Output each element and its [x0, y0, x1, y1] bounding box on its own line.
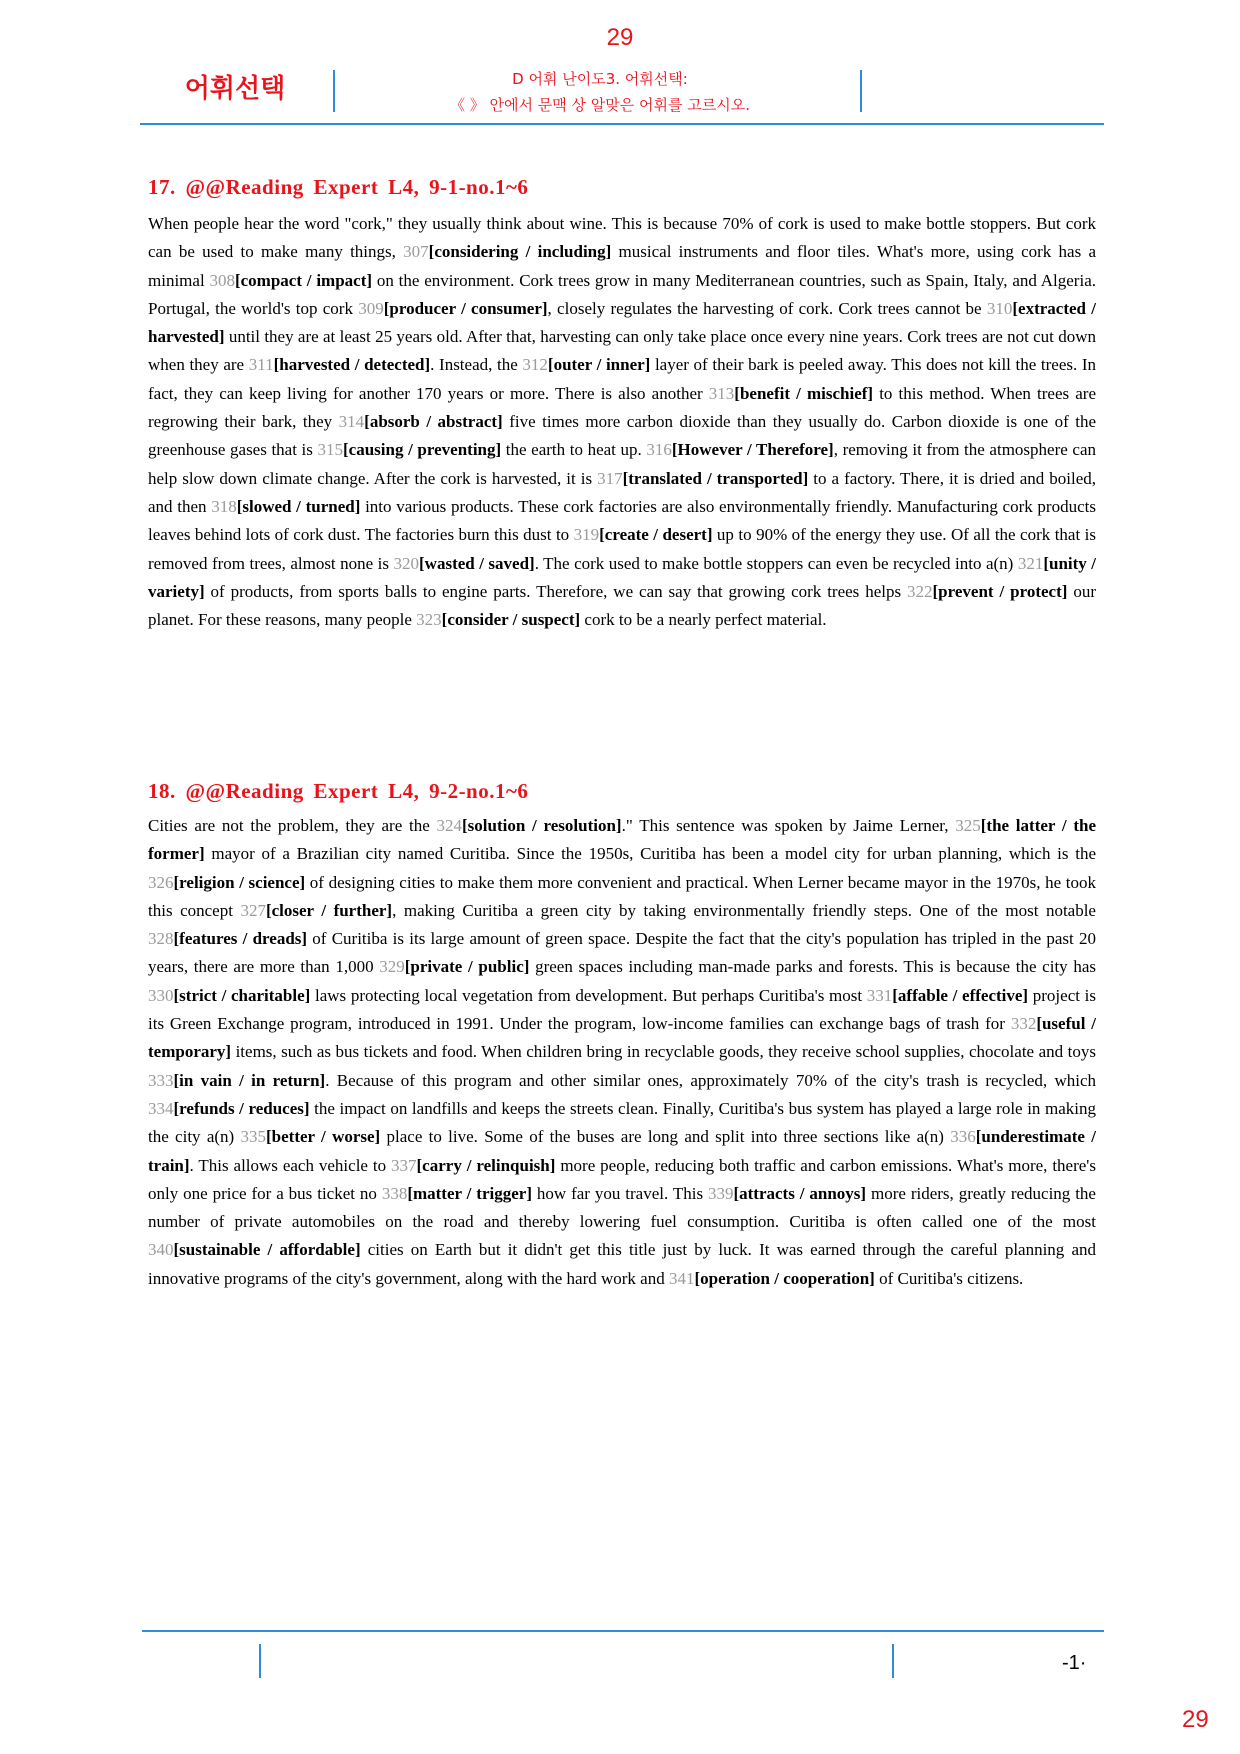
- choice-pair: [sustainable / affordable]: [173, 1240, 361, 1260]
- blank-number: 319: [573, 525, 600, 545]
- choice-pair: [extracted / harvested]: [148, 298, 1096, 347]
- passage-text: of Curitiba is its large amount of green space. Despite the fact that the city's population has tripled in the past 20 years, there are more than 1,000: [148, 929, 1096, 977]
- passage-text: to this method. When trees are regrowing their bark, they: [148, 383, 1096, 432]
- blank-number: 339: [707, 1183, 734, 1203]
- passage-text: , closely regulates the harvesting of cork. Cork trees cannot be: [547, 298, 987, 318]
- corner-page-number: 29: [1182, 1706, 1209, 1733]
- passage-text: to a factory. There, it is dried and boiled, and then: [148, 468, 1096, 516]
- passage-text: place to live. Some of the buses are long and split into three sections like a(n): [380, 1127, 951, 1147]
- passage-text: musical instruments and floor tiles. What's more, using cork has a minimal: [148, 242, 1097, 290]
- blank-number: 333: [148, 1070, 174, 1090]
- choice-pair: [slowed / turned]: [236, 496, 361, 516]
- passage-text: until they are at least 25 years old. After that, harvesting can only take place once every nine years. Cork trees are not cut down when they are: [148, 327, 1096, 375]
- choice-pair: [benefit / mischief]: [734, 383, 874, 403]
- section-title-18: 18. @@Reading Expert L4, 9-2-no.1~6: [148, 779, 529, 803]
- blank-number: 308: [209, 270, 235, 290]
- choice-pair: [in vain / in return]: [173, 1070, 326, 1090]
- choice-pair: [However / Therefore]: [671, 440, 834, 460]
- passage-text: how far you travel. This: [531, 1183, 708, 1203]
- blank-number: 307: [403, 242, 429, 262]
- choice-pair: [attracts / annoys]: [733, 1183, 867, 1203]
- choice-pair: [better / worse]: [266, 1127, 381, 1147]
- choice-pair: [outer / inner]: [547, 355, 651, 375]
- blank-number: 328: [148, 929, 174, 949]
- blank-number: 317: [597, 468, 623, 488]
- header-page-number: 29: [606, 24, 634, 51]
- blank-number: 334: [148, 1098, 174, 1118]
- choice-pair: [affable / effective]: [892, 985, 1029, 1005]
- passage-text: of products, from sports balls to engine parts. Therefore, we can say that growing cork trees helps: [204, 581, 908, 601]
- blank-number: 324: [436, 816, 463, 835]
- choice-pair: [closer / further]: [265, 900, 393, 920]
- blank-number: 323: [416, 610, 442, 630]
- footer-page-label: -1·: [1062, 1652, 1087, 1674]
- blank-number: 312: [522, 355, 548, 375]
- passage-text: laws protecting local vegetation from development. But perhaps Curitiba's most: [310, 985, 867, 1005]
- passage-text: Cities are not the problem, they are the: [148, 816, 437, 835]
- passage-text: . Instead, the: [430, 355, 523, 375]
- passage-text: . The cork used to make bottle stoppers can even be recycled into a(n): [534, 553, 1018, 573]
- passage-text: . Because of this program and other similar ones, approximately 70% of the city's trash is recycled, which: [325, 1070, 1097, 1090]
- blank-number: 310: [986, 298, 1013, 318]
- header-desc-line2: 《 》 안에서 문맥 상 알맞은 어휘를 고르시오.: [450, 96, 750, 114]
- passage-text: layer of their bark is peeled away. This does not kill the trees. In fact, they can keep living for another 170 years or more. There is also another: [148, 355, 1097, 403]
- choice-pair: [religion / science]: [173, 872, 306, 892]
- passage-text: When people hear the word "cork," they usually think about wine. This is because 70% of cork is used to make bottle stoppers. But cork can be used to make many things,: [148, 214, 1096, 262]
- header-desc-line1: D 어휘 난이도3. 어휘선택:: [512, 70, 688, 88]
- blank-number: 322: [907, 581, 933, 601]
- passage-text: , making Curitiba a green city by taking environmentally friendly steps. One of the most notable: [392, 900, 1096, 920]
- passage-text: on the environment. Cork trees grow in many Mediterranean countries, such as Spain, Italy, and Algeria. Portugal, the world's top cork: [148, 270, 1096, 318]
- blank-number: 325: [955, 816, 981, 835]
- choice-pair: [operation / cooperation]: [694, 1268, 875, 1288]
- blank-number: 329: [379, 957, 405, 977]
- blank-number: 341: [668, 1268, 695, 1288]
- choice-pair: [prevent / protect]: [932, 581, 1068, 601]
- blank-number: 313: [708, 383, 735, 403]
- passage-text: mayor of a Brazilian city named Curitiba. Since the 1950s, Curitiba has been a model city for urban planning, which is the: [204, 844, 1096, 864]
- passage-text: the impact on landfills and keeps the streets clean. Finally, Curitiba's bus system has played a large role in making the city a(n): [148, 1098, 1096, 1147]
- choice-pair: [causing / preventing]: [343, 440, 502, 460]
- passage-text: , removing it from the atmosphere can help slow down climate change. After the cork is harvested, it is: [148, 440, 1096, 488]
- blank-number: 340: [148, 1240, 174, 1260]
- passage-text: ." This sentence was spoken by Jaime Lerner,: [621, 816, 956, 835]
- blank-number: 338: [381, 1183, 408, 1203]
- passage-text: into various products. These cork factories are also environmentally friendly. Manufacturing cork products leaves behind lots of cork dust. The factories burn this dust to: [148, 496, 1096, 545]
- passage-text: five times more carbon dioxide than they usually do. Carbon dioxide is one of the greenhouse gases that is: [148, 412, 1097, 460]
- passage-text: more people, reducing both traffic and carbon emissions. What's more, there's only one price for a bus ticket no: [148, 1155, 1096, 1203]
- choice-pair: [matter / trigger]: [407, 1183, 532, 1203]
- choice-pair: [private / public]: [404, 957, 530, 977]
- blank-number: 331: [866, 985, 893, 1005]
- choice-pair: [create / desert]: [599, 525, 713, 545]
- section-title-17: 17. @@Reading Expert L4, 9-1-no.1~6: [148, 175, 529, 199]
- blank-number: 315: [317, 440, 344, 460]
- blank-number: 321: [1017, 553, 1044, 573]
- choice-pair: [harvested / detected]: [273, 355, 431, 375]
- choice-pair: [strict / charitable]: [173, 985, 311, 1005]
- footer-divider-left: [259, 1644, 261, 1678]
- passage-text: our planet. For these reasons, many people: [148, 581, 1096, 630]
- choice-pair: [producer / consumer]: [383, 298, 548, 318]
- passage-text: the earth to heat up.: [501, 440, 647, 460]
- header-title: 어휘선택: [184, 74, 286, 104]
- choice-pair: [absorb / abstract]: [364, 412, 503, 432]
- blank-number: 336: [950, 1127, 976, 1147]
- header-rule: [140, 123, 1104, 125]
- blank-number: 326: [148, 872, 174, 892]
- blank-number: 327: [240, 900, 266, 920]
- blank-number: 320: [393, 553, 420, 573]
- passage-18: [148, 812, 1096, 1293]
- passage-text: items, such as bus tickets and food. When children bring in recyclable goods, they receive school supplies, chocolate and toys: [231, 1042, 1096, 1062]
- footer-divider-right: [892, 1644, 894, 1678]
- header-description: [340, 66, 860, 118]
- blank-number: 335: [240, 1127, 266, 1147]
- header-divider-left: [333, 70, 335, 112]
- passage-text: up to 90% of the energy they use. Of all the cork that is removed from trees, almost none is: [148, 525, 1096, 573]
- choice-pair: [features / dreads]: [173, 929, 308, 949]
- blank-number: 332: [1010, 1014, 1037, 1034]
- passage-text: more riders, greatly reducing the number of private automobiles on the road and thereby lowering fuel consumption. Curitiba is often called one of the most: [148, 1183, 1096, 1232]
- blank-number: 316: [646, 440, 672, 460]
- passage-text: of designing cities to make them more convenient and practical. When Lerner became mayor in the 1970s, he took this concept: [148, 872, 1096, 920]
- blank-number: 314: [338, 412, 365, 432]
- passage-text: . This allows each vehicle to: [189, 1155, 392, 1175]
- choice-pair: [considering / including]: [428, 242, 612, 262]
- passage-text: green spaces including man-made parks and forests. This is because the city has: [529, 957, 1096, 977]
- choice-pair: [unity / variety]: [148, 553, 1096, 601]
- choice-pair: [carry / relinquish]: [416, 1155, 556, 1175]
- blank-number: 309: [358, 298, 384, 318]
- choice-pair: [refunds / reduces]: [173, 1098, 310, 1118]
- passage-17: [148, 210, 1096, 634]
- choice-pair: [wasted / saved]: [419, 553, 535, 573]
- choice-pair: [useful / temporary]: [148, 1014, 1096, 1062]
- passage-text: project is its Green Exchange program, introduced in 1991. Under the program, low-income families can exchange bags of trash for: [148, 985, 1096, 1034]
- passage-text: of Curitiba's citizens.: [874, 1268, 1024, 1288]
- passage-text: cork to be a nearly perfect material.: [580, 610, 827, 630]
- choice-pair: [consider / suspect]: [441, 610, 581, 630]
- choice-pair: [underestimate / train]: [148, 1127, 1096, 1175]
- footer-rule: [142, 1630, 1104, 1632]
- choice-pair: [translated / transported]: [622, 468, 809, 488]
- choice-pair: [solution / resolution]: [462, 816, 622, 835]
- blank-number: 337: [391, 1155, 417, 1175]
- passage-text: cities on Earth but it didn't get this title just by luck. It was earned through the careful planning and innovative programs of the city's government, along with the hard work and: [148, 1240, 1096, 1288]
- blank-number: 318: [211, 496, 237, 516]
- blank-number: 311: [248, 355, 274, 375]
- choice-pair: [compact / impact]: [234, 270, 373, 290]
- header-divider-right: [860, 70, 862, 112]
- blank-number: 330: [148, 985, 174, 1005]
- choice-pair: [the latter / the former]: [148, 816, 1097, 864]
